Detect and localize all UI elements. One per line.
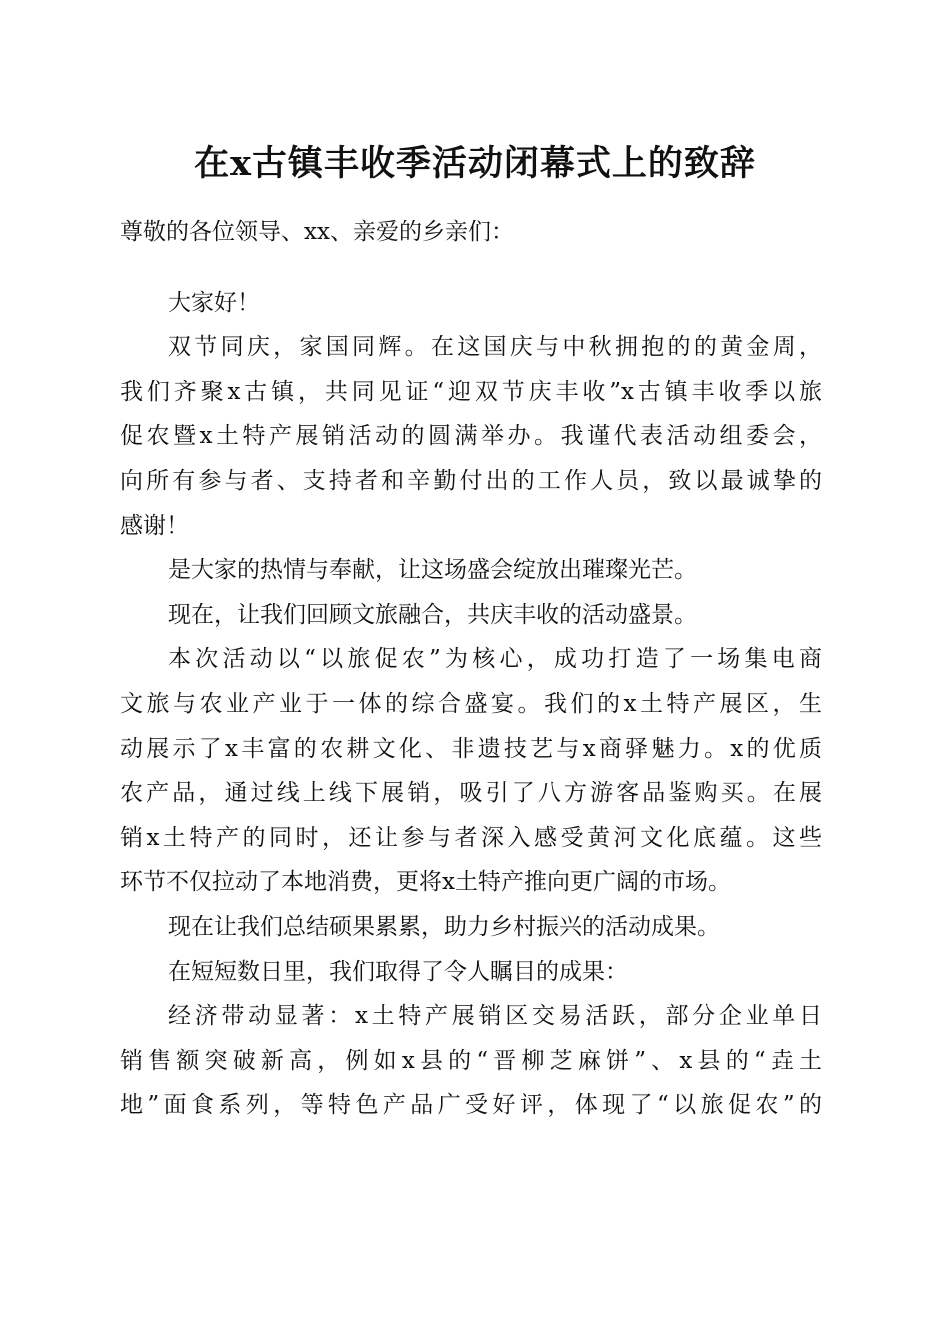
paragraph-line: 大家好！ — [168, 289, 260, 316]
paragraph-line: 感谢！ — [120, 512, 189, 539]
salutation: 尊敬的各位领导、xx、亲爱的乡亲们： — [120, 219, 514, 245]
paragraph — [120, 905, 822, 950]
paragraphs — [120, 281, 822, 1128]
document-body — [120, 210, 822, 1128]
paragraph — [120, 548, 822, 593]
paragraph-line: 向所有参与者、支持者和辛勤付出的工作人员，致以最诚挚的 — [120, 467, 822, 494]
document-title: 在x古镇丰收季活动闭幕式上的致辞 — [194, 143, 756, 184]
paragraph — [120, 950, 822, 995]
paragraph-line: 环节不仅拉动了本地消费，更将x土特产推向更广阔的市场。 — [120, 869, 731, 896]
paragraph-line: 经济带动显著：x土特产展销区交易活跃，部分企业单日 — [168, 1003, 822, 1030]
paragraph-line: 文旅与农业产业于一体的综合盛宴。我们的x土特产展区，生 — [120, 690, 822, 717]
paragraph-line: 销x土特产的同时，还让参与者深入感受黄河文化底蕴。这些 — [120, 824, 822, 851]
paragraph-line: 双节同庆，家国同辉。在这国庆与中秋拥抱的的黄金周， — [168, 334, 822, 361]
paragraph-line: 我们齐聚x古镇，共同见证“迎双节庆丰收”x古镇丰收季以旅 — [120, 378, 822, 405]
paragraph-line: 农产品，通过线上线下展销，吸引了八方游客品鉴购买。在展 — [120, 780, 822, 807]
paragraph-line: 本次活动以“以旅促农”为核心，成功打造了一场集电商 — [168, 646, 822, 673]
paragraph — [120, 281, 822, 326]
paragraph-line: 促农暨x土特产展销活动的圆满举办。我谨代表活动组委会， — [120, 423, 822, 450]
paragraph-line: 现在让我们总结硕果累累，助力乡村振兴的活动成果。 — [168, 913, 720, 940]
paragraph-line: 是大家的热情与奉献，让这场盛会绽放出璀璨光芒。 — [168, 557, 697, 584]
paragraph-line: 动展示了x丰富的农耕文化、非遗技艺与x商驿魅力。x的优质 — [120, 735, 822, 762]
paragraph — [120, 325, 822, 548]
paragraph — [120, 593, 822, 638]
paragraph — [120, 994, 822, 1128]
paragraph-line: 在短短数日里，我们取得了令人瞩目的成果： — [168, 958, 628, 985]
paragraph-line: 地”面食系列，等特色产品广受好评，体现了“以旅促农”的 — [120, 1092, 822, 1119]
paragraph-line: 销售额突破新高，例如x县的“晋柳芝麻饼”、x县的“垚土 — [120, 1047, 822, 1074]
paragraph-line: 现在，让我们回顾文旅融合，共庆丰收的活动盛景。 — [168, 601, 697, 628]
paragraph — [120, 637, 822, 905]
